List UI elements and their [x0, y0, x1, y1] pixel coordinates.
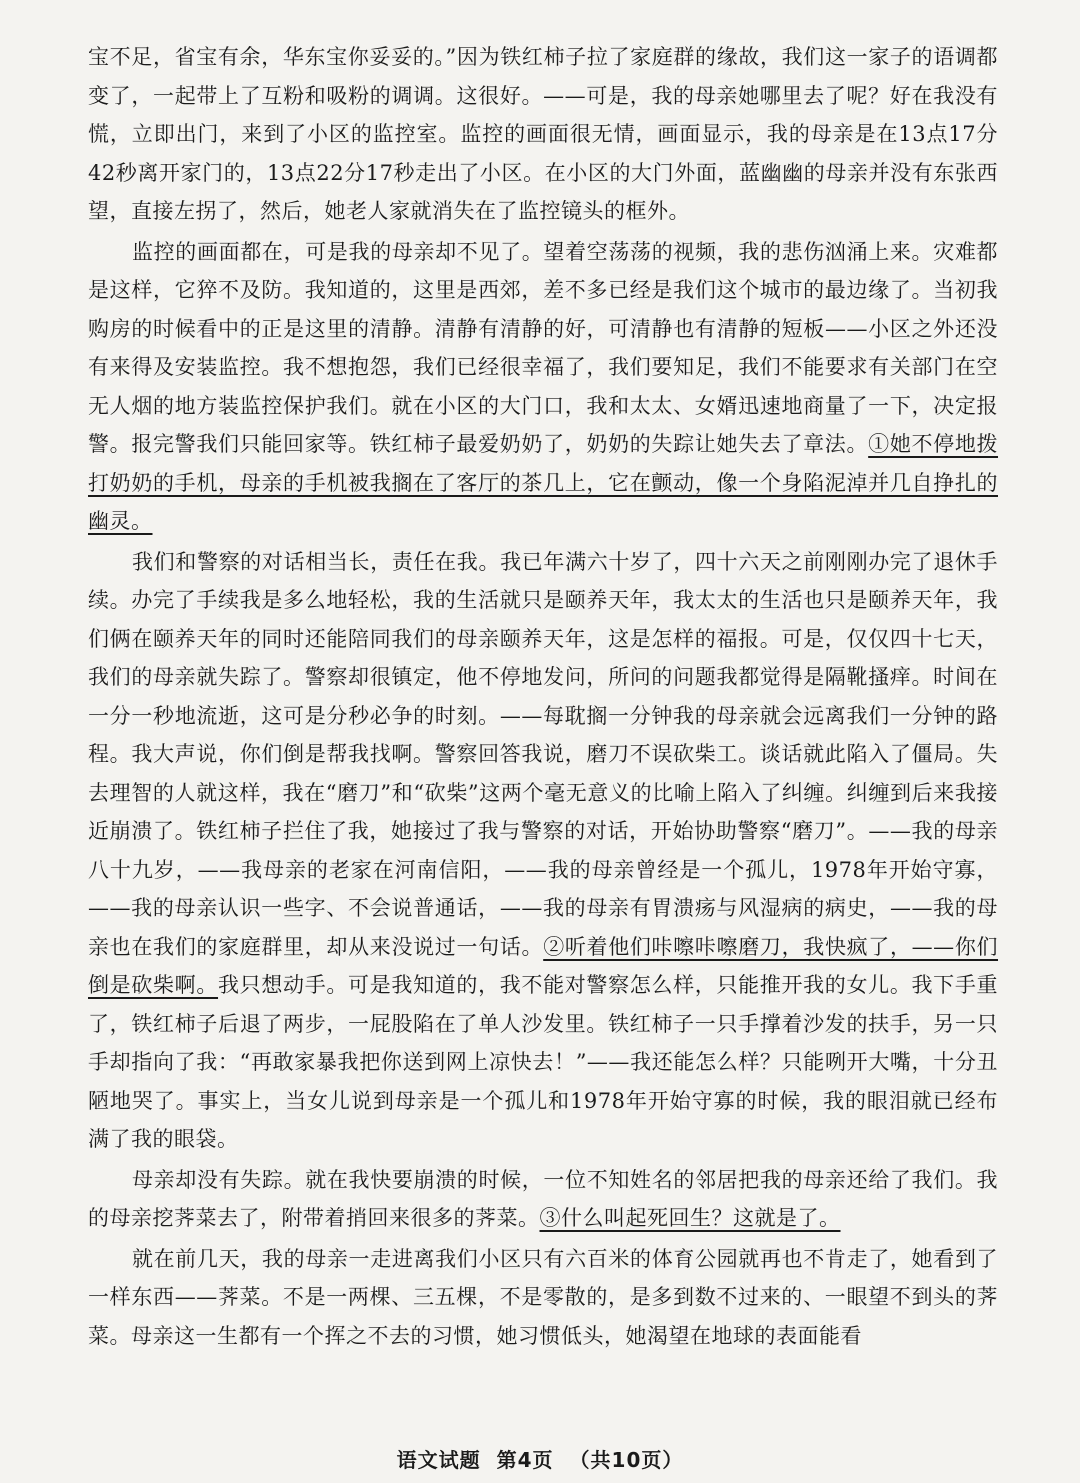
paragraph-3-text: 我们和警察的对话相当长，责任在我。我已年满六十岁了，四十六天之前刚刚办完了退休手续。办完了手续我是多么地轻松，我的生活就只是颐养天年，我太太的生活也只是颐养天年，我们俩在颐养天年的同时还能陪同我们的母亲颐养天年，这是怎样的福报。可是，仅仅四十七天，我们的母亲就失踪了。警察却很镇定，他不停地发问，所问的问题我都觉得是隔靴搔痒。时间在一分一秒地流逝，这可是分秒必争的时刻。——每耽搁一分钟我的母亲就会远离我们一分钟的路程。我大声说，你们倒是帮我找啊。警察回答我说，磨刀不误砍柴工。谈话就此陷入了僵局。失去理智的人就这样，我在“磨刀”和“砍柴”这两个毫无意义的比喻上陷入了纠缠。纠缠到后来我接近崩溃了。铁红柿子拦住了我，她接过了我与警察的对话，开始协助警察“磨刀”。——我的母亲八十九岁，——我母亲的老家在河南信阳，——我的母亲曾经是一个孤儿，1978年开始守寡，——我的母亲认识一些字、不会说普通话，——我的母亲有胃溃疡与风湿病的病史，——我的母亲也在我们的家庭群里，却从来没说过一句话。 [88, 549, 998, 959]
footer-total-pages: （共10页） [569, 1448, 684, 1472]
underlined-sentence-3: ③什么叫起死回生？这就是了。 [539, 1206, 841, 1230]
paragraph-4-text: 母亲却没有失踪。就在我快要崩溃的时候，一位不知姓名的邻居把我的母亲还给了我们。我的母亲挖荠菜去了，附带着捎回来很多的荠菜。 [88, 1167, 998, 1230]
paragraph-2 [88, 233, 998, 541]
page-footer [0, 1444, 1080, 1473]
paragraph-3-text-cont: 我只想动手。可是我知道的，我不能对警察怎么样，只能推开我的女儿。我下手重了，铁红柿子后退了两步，一屁股陷在了单人沙发里。铁红柿子一只手撑着沙发的扶手，另一只手却指向了我：“再敢家暴我把你送到网上凉快去！”——我还能怎么样？只能咧开大嘴，十分丑陋地哭了。事实上，当女儿说到母亲是一个孤儿和1978年开始守寡的时候，我的眼泪就已经布满了我的眼袋。 [88, 973, 999, 1151]
paragraph-1 [88, 38, 998, 231]
underlined-sentence-2: ②听着他们咔嚓咔嚓磨刀，我快疯了，——你们倒是砍柴啊。 [88, 934, 999, 997]
underlined-sentence-1: ①她不停地拨打奶奶的手机，母亲的手机被我搁在了客厅的茶几上，它在颤动，像一个身陷泥淖并几自挣扎的幽灵。 [88, 432, 999, 533]
paragraph-5-text: 就在前几天，我的母亲一走进离我们小区只有六百米的体育公园就再也不肯走了，她看到了一样东西——荠菜。不是一两棵、三五棵，不是零散的，是多到数不过来的、一眼望不到头的荠菜。母亲这一生都有一个挥之不去的习惯，她习惯低头，她渴望在地球的表面能看 [88, 1246, 998, 1348]
footer-page-number: 第4页 [496, 1448, 554, 1472]
paragraph-3 [88, 543, 998, 1159]
paragraph-2-text: 监控的画面都在，可是我的母亲却不见了。望着空荡荡的视频，我的悲伤汹涌上来。灾难都是这样，它猝不及防。我知道的，这里是西郊，差不多已经是我们这个城市的最边缘了。当初我购房的时候看中的正是这里的清静。清静有清静的好，可清静也有清静的短板——小区之外还没有来得及安装监控。我不想抱怨，我们已经很幸福了，我们要知足，我们不能要求有关部门在空无人烟的地方装监控保护我们。就在小区的大门口，我和太太、女婿迅速地商量了一下，决定报警。报完警我们只能回家等。铁红柿子最爱奶奶了，奶奶的失踪让她失去了章法。 [88, 239, 998, 456]
footer-subject: 语文试题 [396, 1448, 481, 1472]
paragraph-1-text: 宝不足，省宝有余，华东宝你妥妥的。”因为铁红柿子拉了家庭群的缘故，我们这一家子的语调都变了，一起带上了互粉和吸粉的调调。这很好。——可是，我的母亲她哪里去了呢？好在我没有慌，立即出门，来到了小区的监控室。监控的画面很无情，画面显示，我的母亲是在13点17分42秒离开家门的，13点22分17秒走出了小区。在小区的大门外面，蓝幽幽的母亲并没有东张西望，直接左拐了，然后，她老人家就消失在了监控镜头的框外。 [88, 45, 998, 223]
paragraph-4 [88, 1161, 998, 1238]
paragraph-5 [88, 1240, 998, 1356]
